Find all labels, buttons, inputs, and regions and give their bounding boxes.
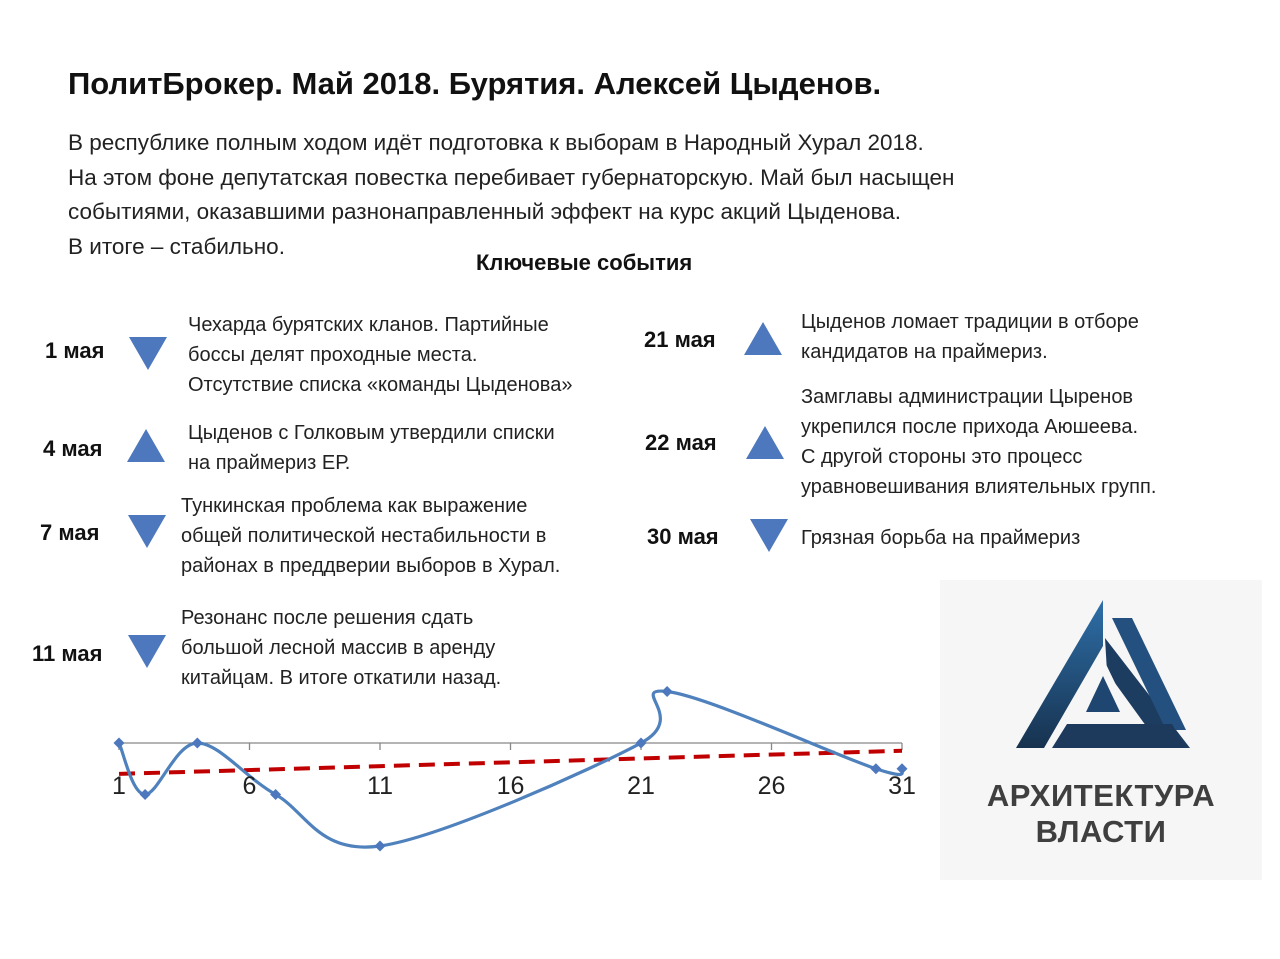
page-title: ПолитБрокер. Май 2018. Бурятия. Алексей Цыденов.	[68, 66, 882, 101]
event-line: укрепился после прихода Аюшеева.	[801, 416, 1139, 438]
event-date: 30 мая	[647, 524, 719, 549]
x-tick-label: 6	[242, 772, 257, 800]
event-line: китайцам. В итоге откатили назад.	[181, 667, 502, 689]
intro-line: На этом фоне депутатская повестка перебивает губернаторскую. Май был насыщен	[68, 164, 955, 190]
x-axis	[119, 743, 902, 750]
event-line: Чехарда бурятских кланов. Партийные	[188, 314, 549, 336]
event-date: 7 мая	[40, 520, 100, 545]
data-point-marker	[662, 686, 673, 697]
x-tick-label: 11	[367, 772, 393, 800]
event-date: 22 мая	[645, 430, 717, 455]
event-date: 4 мая	[43, 436, 103, 461]
event-line: Цыденов ломает традиции в отборе	[801, 311, 1139, 333]
events-title: Ключевые события	[476, 250, 693, 275]
intro-line: событиями, оказавшими разнонаправленный эффект на курс акций Цыденова.	[68, 199, 902, 224]
x-tick-label: 26	[757, 772, 786, 800]
x-tick-label: 31	[888, 772, 916, 800]
event-date: 1 мая	[45, 338, 105, 363]
data-point-marker	[114, 738, 125, 749]
x-tick-label: 1	[112, 772, 126, 800]
event-line: кандидатов на праймериз.	[801, 341, 1048, 363]
logo-text-line1: АРХИТЕКТУРА	[986, 778, 1216, 813]
event-line: Грязная борьба на праймериз	[801, 527, 1081, 549]
event-line: большой лесной массив в аренду	[181, 637, 496, 659]
x-tick-labels	[112, 772, 916, 800]
event-line: боссы делят проходные места.	[188, 344, 478, 366]
data-point-marker	[192, 738, 203, 749]
x-tick-label: 21	[627, 772, 655, 800]
data-point-marker	[870, 763, 881, 774]
data-point-marker	[375, 841, 386, 852]
trend-line	[119, 751, 902, 774]
event-line: на праймериз ЕР.	[188, 452, 351, 474]
event-line: Замглавы администрации Цыренов	[801, 386, 1134, 408]
intro-line: В итоге – стабильно.	[68, 233, 285, 259]
data-point-marker	[140, 789, 151, 800]
event-line: Цыденов с Голковым утвердили списки	[188, 422, 555, 444]
event-line: Тункинская проблема как выражение	[181, 495, 528, 517]
series-line	[119, 691, 902, 847]
intro-line: В республике полным ходом идёт подготовка к выборам в Народный Хурал 2018.	[68, 130, 924, 155]
event-line: общей политической нестабильности в	[181, 525, 547, 547]
x-tick-label: 16	[496, 772, 525, 800]
series-path	[119, 691, 902, 847]
event-line: уравновешивания влиятельных групп.	[801, 476, 1157, 498]
event-line: районах в преддверии выборов в Хурал.	[181, 555, 561, 577]
trend-dashed-line	[119, 751, 902, 774]
event-date: 11 мая	[32, 641, 103, 666]
logo-text-line2: ВЛАСТИ	[1035, 814, 1167, 849]
event-line: Отсутствие списка «команды Цыденова»	[188, 374, 573, 396]
event-line: Резонанс после решения сдать	[181, 607, 474, 629]
event-line: С другой стороны это процесс	[801, 446, 1083, 468]
event-date: 21 мая	[644, 327, 716, 352]
